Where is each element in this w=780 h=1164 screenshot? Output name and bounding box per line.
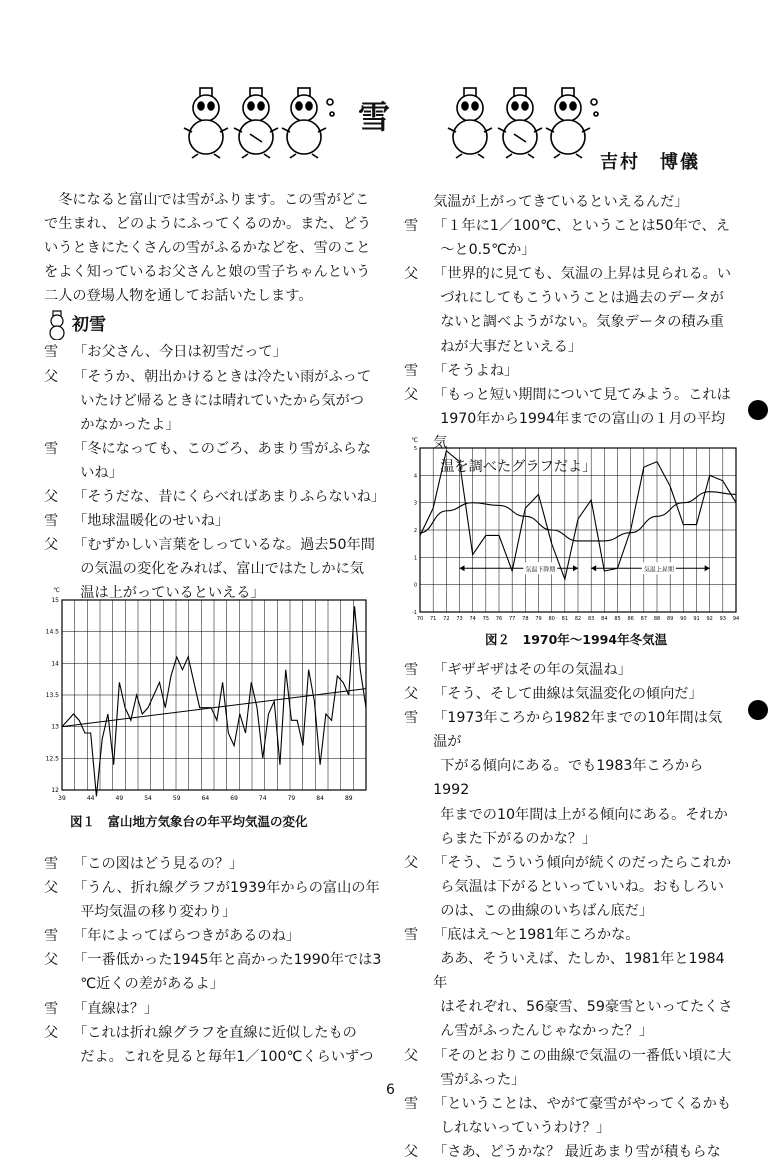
speaker-label: 父 bbox=[44, 537, 59, 554]
x-tick-label: 77 bbox=[508, 616, 516, 622]
speaker-label: 雪 bbox=[44, 1000, 59, 1017]
dialogue-text: 「ギザギザはその年の気温ね」 bbox=[433, 662, 632, 678]
figure-2-chart bbox=[404, 432, 740, 644]
x-tick-label: 89 bbox=[666, 616, 674, 622]
x-tick-label: 79 bbox=[535, 616, 542, 622]
dialogue-line bbox=[44, 972, 382, 996]
dialogue-line bbox=[404, 995, 734, 1019]
x-tick-label: 74 bbox=[469, 616, 476, 622]
dialogue-text: 「お父さん、今日は初雪だって」 bbox=[73, 344, 287, 361]
x-tick-label: 86 bbox=[627, 616, 634, 622]
dialogue-line bbox=[44, 485, 386, 509]
y-tick-label: -1 bbox=[412, 610, 417, 616]
dialogue-text: 気温が上がってきているといえるんだ」 bbox=[433, 194, 689, 210]
dialogue-text: 下がる傾向にある。でも1983年ころから1992 bbox=[433, 758, 704, 799]
dialogue-text: 「一番低かった1945年と高かった1990年では3 bbox=[73, 952, 382, 969]
speaker-label: 雪 bbox=[404, 927, 419, 944]
dialogue-line bbox=[404, 214, 734, 238]
dialogue-line bbox=[44, 852, 382, 876]
dialogue-line bbox=[44, 876, 382, 900]
dialogue-line bbox=[44, 437, 382, 461]
dialogue-line bbox=[404, 335, 734, 359]
speaker-label: 雪 bbox=[404, 710, 419, 727]
left-column bbox=[44, 188, 386, 606]
x-tick-label: 90 bbox=[680, 616, 687, 622]
dialogue-text: 平均気温の移り変わり」 bbox=[80, 904, 237, 921]
y-axis-unit: ℃ bbox=[411, 437, 418, 444]
dialogue-line bbox=[404, 262, 734, 286]
dialogue-text: 「直線は？」 bbox=[73, 1000, 159, 1017]
speaker-label: 父 bbox=[44, 489, 59, 506]
dialogue-line bbox=[44, 461, 382, 485]
dialogue-text: 「ということは、やがて豪雪がやってくるかも bbox=[433, 1095, 732, 1112]
x-tick-label: 75 bbox=[482, 616, 490, 622]
y-tick-label: 12.5 bbox=[45, 755, 59, 763]
dialogue-line bbox=[404, 359, 734, 383]
figure-1-caption: 図１ 富山地方気象台の年平均気温の変化 bbox=[70, 814, 308, 829]
y-tick-label: 0 bbox=[413, 582, 417, 589]
margin-marker bbox=[748, 700, 768, 720]
dialogue-block-1 bbox=[44, 340, 386, 605]
dialogue-text: 「そう、そして曲線は気温変化の傾向だ」 bbox=[433, 686, 703, 703]
dialogue-text: ら気温は下がるといっていいね。おもしろい bbox=[440, 878, 724, 895]
dialogue-line bbox=[404, 1068, 734, 1092]
speaker-label: 雪 bbox=[404, 362, 419, 379]
dialogue-text: の気温の変化をみれば、富山ではたしかに気 bbox=[80, 561, 364, 578]
dialogue-line bbox=[404, 947, 734, 995]
dialogue-text: 「底はえ～と1981年ころかな。 bbox=[433, 927, 640, 944]
dialogue-text: 「世界的に見ても、気温の上昇は見られる。い bbox=[433, 266, 732, 283]
x-tick-label: 83 bbox=[587, 616, 595, 622]
y-tick-label: 14 bbox=[51, 660, 59, 668]
page-title: 雪 bbox=[358, 98, 391, 136]
dialogue-text: ℃近くの差があるよ」 bbox=[80, 976, 224, 993]
speaker-label: 父 bbox=[44, 1024, 59, 1041]
dialogue-text: 年までの10年間は上がる傾向にある。それか bbox=[440, 806, 728, 823]
dialogue-text: のは、この曲線のいちばん底だ」 bbox=[440, 902, 654, 919]
x-tick-label: 54 bbox=[144, 795, 152, 802]
x-tick-label: 79 bbox=[287, 795, 296, 802]
x-tick-label: 76 bbox=[495, 616, 503, 622]
speaker-label: 父 bbox=[404, 686, 419, 703]
dialogue-text: ああ、そういえば、たしか、1981年と1984年 bbox=[433, 951, 725, 992]
dialogue-line bbox=[44, 1045, 382, 1069]
dialogue-text: 温を調べたグラフだよ」 bbox=[440, 459, 597, 476]
dialogue-line bbox=[404, 658, 734, 682]
dialogue-text: 温は上がっているといえる」 bbox=[80, 585, 265, 602]
dialogue-text: ～と0.5℃か」 bbox=[440, 242, 536, 259]
dialogue-line bbox=[44, 948, 382, 972]
author-name: 吉村 博儀 bbox=[600, 152, 700, 173]
dialogue-line bbox=[44, 997, 382, 1021]
x-tick-label: 49 bbox=[115, 795, 124, 802]
speaker-label: 雪 bbox=[44, 856, 59, 872]
speaker-label: 父 bbox=[404, 1047, 419, 1064]
dialogue-text: 「この図はどう見るの？」 bbox=[73, 856, 244, 872]
speaker-label: 父 bbox=[404, 854, 419, 871]
x-tick-label: 73 bbox=[456, 616, 463, 622]
x-tick-label: 70 bbox=[416, 616, 424, 622]
speaker-label: 父 bbox=[44, 952, 59, 969]
y-tick-label: 14.5 bbox=[45, 628, 59, 636]
dialogue-text: ないと調べようがない。気象データの積み重 bbox=[440, 314, 724, 331]
dialogue-line bbox=[404, 851, 734, 875]
snowman-icon bbox=[44, 310, 70, 340]
speaker-label: 父 bbox=[404, 1143, 419, 1160]
dialogue-line bbox=[404, 238, 734, 262]
speaker-label: 父 bbox=[44, 880, 59, 897]
dialogue-line bbox=[404, 923, 734, 947]
x-tick-label: 84 bbox=[601, 616, 608, 622]
dialogue-line bbox=[44, 1021, 382, 1045]
x-tick-label: 69 bbox=[230, 795, 238, 802]
dialogue-text: 「うん、折れ線グラフが1939年からの富山の年 bbox=[73, 880, 380, 897]
dialogue-line bbox=[404, 1044, 734, 1068]
y-tick-label: 4 bbox=[413, 473, 417, 480]
dialogue-text: 「そう、こういう傾向が続くのだったらこれか bbox=[433, 854, 732, 871]
dialogue-text: 「これは折れ線グラフを直線に近似したもの bbox=[73, 1024, 357, 1041]
dialogue-text: いね」 bbox=[80, 464, 123, 481]
x-tick-label: 84 bbox=[316, 795, 324, 802]
x-tick-label: 88 bbox=[653, 616, 661, 622]
x-tick-label: 80 bbox=[548, 616, 555, 622]
speaker-label: 雪 bbox=[404, 1095, 419, 1112]
dialogue-line bbox=[44, 413, 382, 437]
dialogue-text: 「１年に1／100℃、ということは50年で、え bbox=[433, 218, 730, 235]
speaker-label: 雪 bbox=[44, 344, 59, 361]
x-tick-label: 82 bbox=[574, 616, 582, 622]
x-tick-label: 71 bbox=[429, 616, 437, 622]
x-tick-label: 44 bbox=[86, 795, 95, 802]
speaker-label: 雪 bbox=[44, 440, 59, 457]
y-tick-label: 1 bbox=[413, 555, 417, 562]
dialogue-line bbox=[404, 1116, 734, 1140]
dialogue-block-2 bbox=[44, 852, 382, 1069]
dialogue-line bbox=[404, 803, 734, 827]
dialogue-line bbox=[404, 190, 734, 214]
dialogue-text: 雪がふった」 bbox=[440, 1071, 526, 1088]
x-tick-label: 85 bbox=[614, 616, 621, 622]
x-tick-label: 74 bbox=[258, 795, 267, 802]
dialogue-line bbox=[404, 899, 734, 923]
speaker-label: 雪 bbox=[404, 218, 419, 235]
dialogue-text: 「そうか、朝出かけるときは冷たい雨がふって bbox=[73, 368, 372, 385]
right-column-lower bbox=[404, 658, 734, 1164]
dialogue-text: 「1973年ころから1982年までの10年間は気温が bbox=[433, 710, 723, 751]
dialogue-text: はそれぞれ、56豪雪、59豪雪といってたくさ bbox=[440, 999, 733, 1016]
dialogue-text: だよ。これを見ると毎年1／100℃くらいずつ bbox=[80, 1048, 374, 1065]
x-tick-label: 59 bbox=[172, 795, 181, 802]
dialogue-text: しれないっていうわけ？」 bbox=[440, 1119, 611, 1136]
dialogue-text: 「そうだな、昔にくらべればあまりふらないね」 bbox=[73, 489, 386, 506]
x-tick-label: 81 bbox=[561, 616, 569, 622]
x-tick-label: 64 bbox=[201, 795, 210, 802]
left-column-lower bbox=[44, 852, 382, 1069]
speaker-label: 父 bbox=[404, 266, 419, 283]
dialogue-block-4 bbox=[404, 658, 734, 1164]
dialogue-text: 「もっと短い期間について見てみよう。これは bbox=[433, 386, 731, 403]
y-tick-label: 13 bbox=[51, 723, 59, 731]
page-number: 6 bbox=[386, 1082, 395, 1098]
dialogue-text: 「そのとおりこの曲線で気温の一番低い頃に大 bbox=[433, 1047, 732, 1064]
dialogue-line bbox=[44, 340, 382, 364]
speaker-label: 雪 bbox=[404, 662, 419, 678]
dialogue-line bbox=[44, 365, 382, 389]
y-tick-label: 5 bbox=[413, 446, 417, 452]
annotation-decline: 気温下降期 bbox=[525, 566, 556, 574]
speaker-label: 雪 bbox=[44, 513, 59, 530]
dialogue-text: 「冬になっても、このごろ、あまり雪がふらな bbox=[73, 440, 372, 457]
dialogue-text: 1970年から1994年までの富山の１月の平均気 bbox=[433, 410, 726, 451]
x-tick-label: 91 bbox=[693, 616, 700, 622]
dialogue-text: ん雪がふったんじゃなかった？」 bbox=[440, 1023, 654, 1040]
speaker-label: 父 bbox=[404, 386, 419, 403]
y-tick-label: 3 bbox=[413, 500, 417, 507]
section-heading bbox=[44, 310, 382, 340]
speaker-label: 父 bbox=[44, 368, 59, 385]
dialogue-line bbox=[404, 383, 734, 407]
dialogue-text: 「そうよね」 bbox=[433, 362, 519, 379]
dialogue-line bbox=[404, 1092, 734, 1116]
dialogue-text: 「さあ、どうかな？ 最近あまり雪が積もらな bbox=[433, 1143, 721, 1160]
dialogue-line bbox=[44, 924, 382, 948]
figure-1-chart bbox=[38, 578, 374, 810]
x-tick-label: 93 bbox=[719, 616, 727, 622]
dialogue-text: らまた下がるのかな？」 bbox=[440, 830, 597, 847]
dialogue-line bbox=[44, 389, 382, 413]
dialogue-line bbox=[44, 509, 382, 533]
y-axis-unit: ℃ bbox=[53, 587, 60, 594]
dialogue-text: かなかったよ」 bbox=[80, 416, 180, 433]
annotation-rise: 気温上昇期 bbox=[643, 566, 674, 574]
y-tick-label: 12 bbox=[51, 787, 59, 794]
margin-marker bbox=[748, 400, 768, 420]
intro-paragraph: 冬になると富山では雪がふります。この雪がどこで生まれ、どのようにふってくるのか。また、どういうときにたくさんの雪がふるかなどを、雪のことをよく知っているお父さんと娘の雪子ちゃんという二人の登場人物を通してお話いたします。 bbox=[44, 192, 372, 305]
y-tick-label: 13.5 bbox=[45, 692, 59, 699]
dialogue-line bbox=[404, 706, 734, 754]
snowman-mascots-left bbox=[180, 82, 340, 162]
x-tick-label: 87 bbox=[640, 616, 648, 622]
x-tick-label: 72 bbox=[443, 616, 450, 622]
dialogue-line bbox=[404, 827, 734, 851]
dialogue-text: づれにしてもこういうことは過去のデータが bbox=[440, 290, 724, 307]
dialogue-line bbox=[404, 875, 734, 899]
snowman-mascots-right bbox=[444, 82, 604, 162]
dialogue-text: ねが大事だといえる」 bbox=[440, 338, 583, 355]
section-title: 初雪 bbox=[72, 315, 106, 336]
x-tick-label: 94 bbox=[732, 616, 740, 622]
dialogue-line bbox=[404, 286, 734, 310]
dialogue-line bbox=[404, 1140, 734, 1164]
dialogue-line bbox=[404, 310, 734, 334]
dialogue-line bbox=[404, 1019, 734, 1043]
dialogue-line bbox=[44, 533, 382, 557]
x-tick-label: 78 bbox=[522, 616, 529, 622]
speaker-label: 雪 bbox=[44, 928, 59, 945]
y-tick-label: 15 bbox=[51, 597, 59, 604]
x-tick-label: 89 bbox=[344, 795, 353, 802]
dialogue-text: 「年によってばらつきがあるのね」 bbox=[73, 928, 300, 945]
dialogue-line bbox=[404, 754, 734, 802]
dialogue-text: 「むずかしい言葉をしっているな。過去50年間 bbox=[73, 537, 375, 554]
x-tick-label: 39 bbox=[58, 795, 66, 802]
figure-2-caption: 図２ 1970年～1994年冬気温 bbox=[485, 632, 668, 647]
dialogue-line bbox=[404, 682, 734, 706]
y-tick-label: 2 bbox=[413, 528, 417, 534]
dialogue-text: 「地球温暖化のせいね」 bbox=[73, 513, 230, 530]
dialogue-text: いたけど帰るときには晴れていたから気がつ bbox=[80, 392, 364, 409]
dialogue-line bbox=[44, 900, 382, 924]
x-tick-label: 92 bbox=[706, 616, 713, 622]
